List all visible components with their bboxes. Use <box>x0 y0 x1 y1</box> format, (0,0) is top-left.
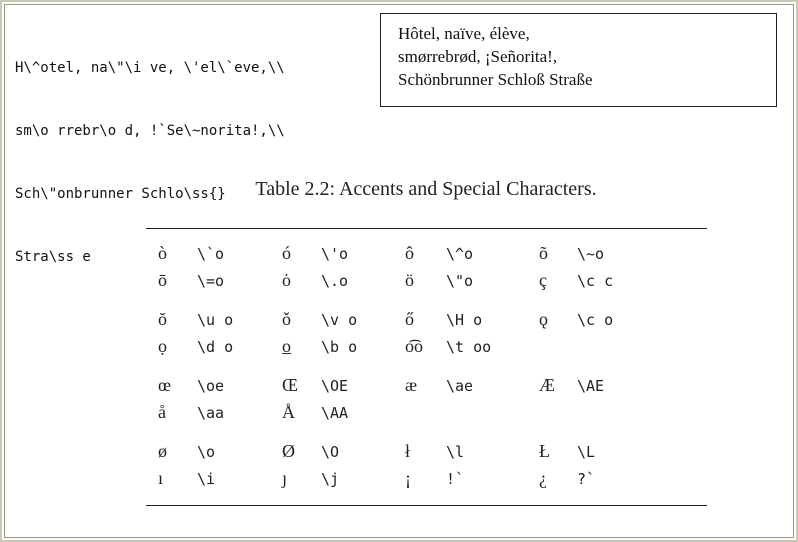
table-caption: Table 2.2: Accents and Special Characters. <box>255 178 597 200</box>
accent-command: \v o <box>321 311 358 329</box>
table-bottom-rule <box>146 505 707 506</box>
accent-command: \ae <box>446 377 474 395</box>
accent-glyph: ø <box>158 441 167 461</box>
accent-glyph: o̲ <box>282 336 291 356</box>
accent-glyph: Æ <box>539 375 556 395</box>
source-line: H\^otel, na\"\i ve, \'el\`eve,\\ <box>15 60 285 76</box>
accent-command: \L <box>577 443 596 461</box>
accent-command: \c o <box>577 311 614 329</box>
accent-glyph: Ł <box>539 441 550 461</box>
accent-glyph: å <box>158 402 166 422</box>
accent-command: \=o <box>197 272 225 290</box>
accent-command: \j <box>321 470 340 488</box>
accent-glyph: ŏ <box>158 309 167 329</box>
accent-glyph: Ø <box>282 441 295 461</box>
accent-glyph: ò <box>158 243 167 263</box>
latex-source-block <box>15 16 285 289</box>
accent-command: \d o <box>197 338 234 356</box>
accent-command: \'o <box>321 245 349 263</box>
accent-glyph: ó <box>282 243 291 263</box>
accent-glyph: ọ <box>158 336 167 356</box>
rendered-output-box <box>380 13 777 107</box>
accent-command: \o <box>197 443 216 461</box>
source-line: Sch\"onbrunner Schlo\ss{} <box>15 186 226 202</box>
accent-glyph: ȯ <box>282 270 291 290</box>
accent-glyph: ǒ <box>282 309 291 329</box>
accent-command: \O <box>321 443 340 461</box>
accent-command: \l <box>446 443 465 461</box>
accent-glyph: œ <box>158 375 171 395</box>
rendered-line: Schönbrunner Schloß Straße <box>398 70 593 89</box>
accent-glyph: ¿ <box>539 468 547 488</box>
accent-command: \"o <box>446 272 474 290</box>
accent-glyph: ǫ <box>539 309 548 329</box>
accent-command: \i <box>197 470 216 488</box>
accent-glyph: æ <box>405 375 418 395</box>
accent-command: ?` <box>577 470 596 488</box>
accent-glyph: ¡ <box>405 468 411 488</box>
source-line: sm\o rrebr\o d, !`Se\~norita!,\\ <box>15 123 285 139</box>
accent-glyph: ō <box>158 270 167 290</box>
source-line: Stra\ss e <box>15 249 91 265</box>
accent-command: \b o <box>321 338 358 356</box>
accent-command: \OE <box>321 377 349 395</box>
accent-glyph: ô <box>405 243 414 263</box>
table-top-rule <box>146 228 707 229</box>
accent-command: \~o <box>577 245 605 263</box>
accent-command: \t oo <box>446 338 492 356</box>
accent-command: \H o <box>446 311 483 329</box>
accent-glyph: ç <box>539 270 547 290</box>
accent-command: \c c <box>577 272 614 290</box>
rendered-line: smørrebrød, ¡Señorita!, <box>398 47 558 66</box>
accent-glyph: ȷ <box>282 468 288 488</box>
accent-command: \`o <box>197 245 225 263</box>
rendered-line: Hôtel, naïve, élève, <box>398 24 530 43</box>
accent-command: \.o <box>321 272 349 290</box>
accent-command: \AE <box>577 377 605 395</box>
accent-command: \u o <box>197 311 234 329</box>
accent-command: !` <box>446 470 465 488</box>
accent-glyph: õ <box>539 243 548 263</box>
accent-glyph: ő <box>405 309 414 329</box>
accent-glyph: ı <box>158 468 164 488</box>
accent-command: \AA <box>321 404 349 422</box>
accent-glyph: Å <box>282 402 295 422</box>
accent-glyph: Œ <box>282 375 299 395</box>
accent-glyph: ö <box>405 270 414 290</box>
accent-glyph: o͡o <box>405 336 423 356</box>
accent-command: \aa <box>197 404 225 422</box>
accent-command: \^o <box>446 245 474 263</box>
accent-glyph: ł <box>405 441 411 461</box>
accent-command: \oe <box>197 377 225 395</box>
